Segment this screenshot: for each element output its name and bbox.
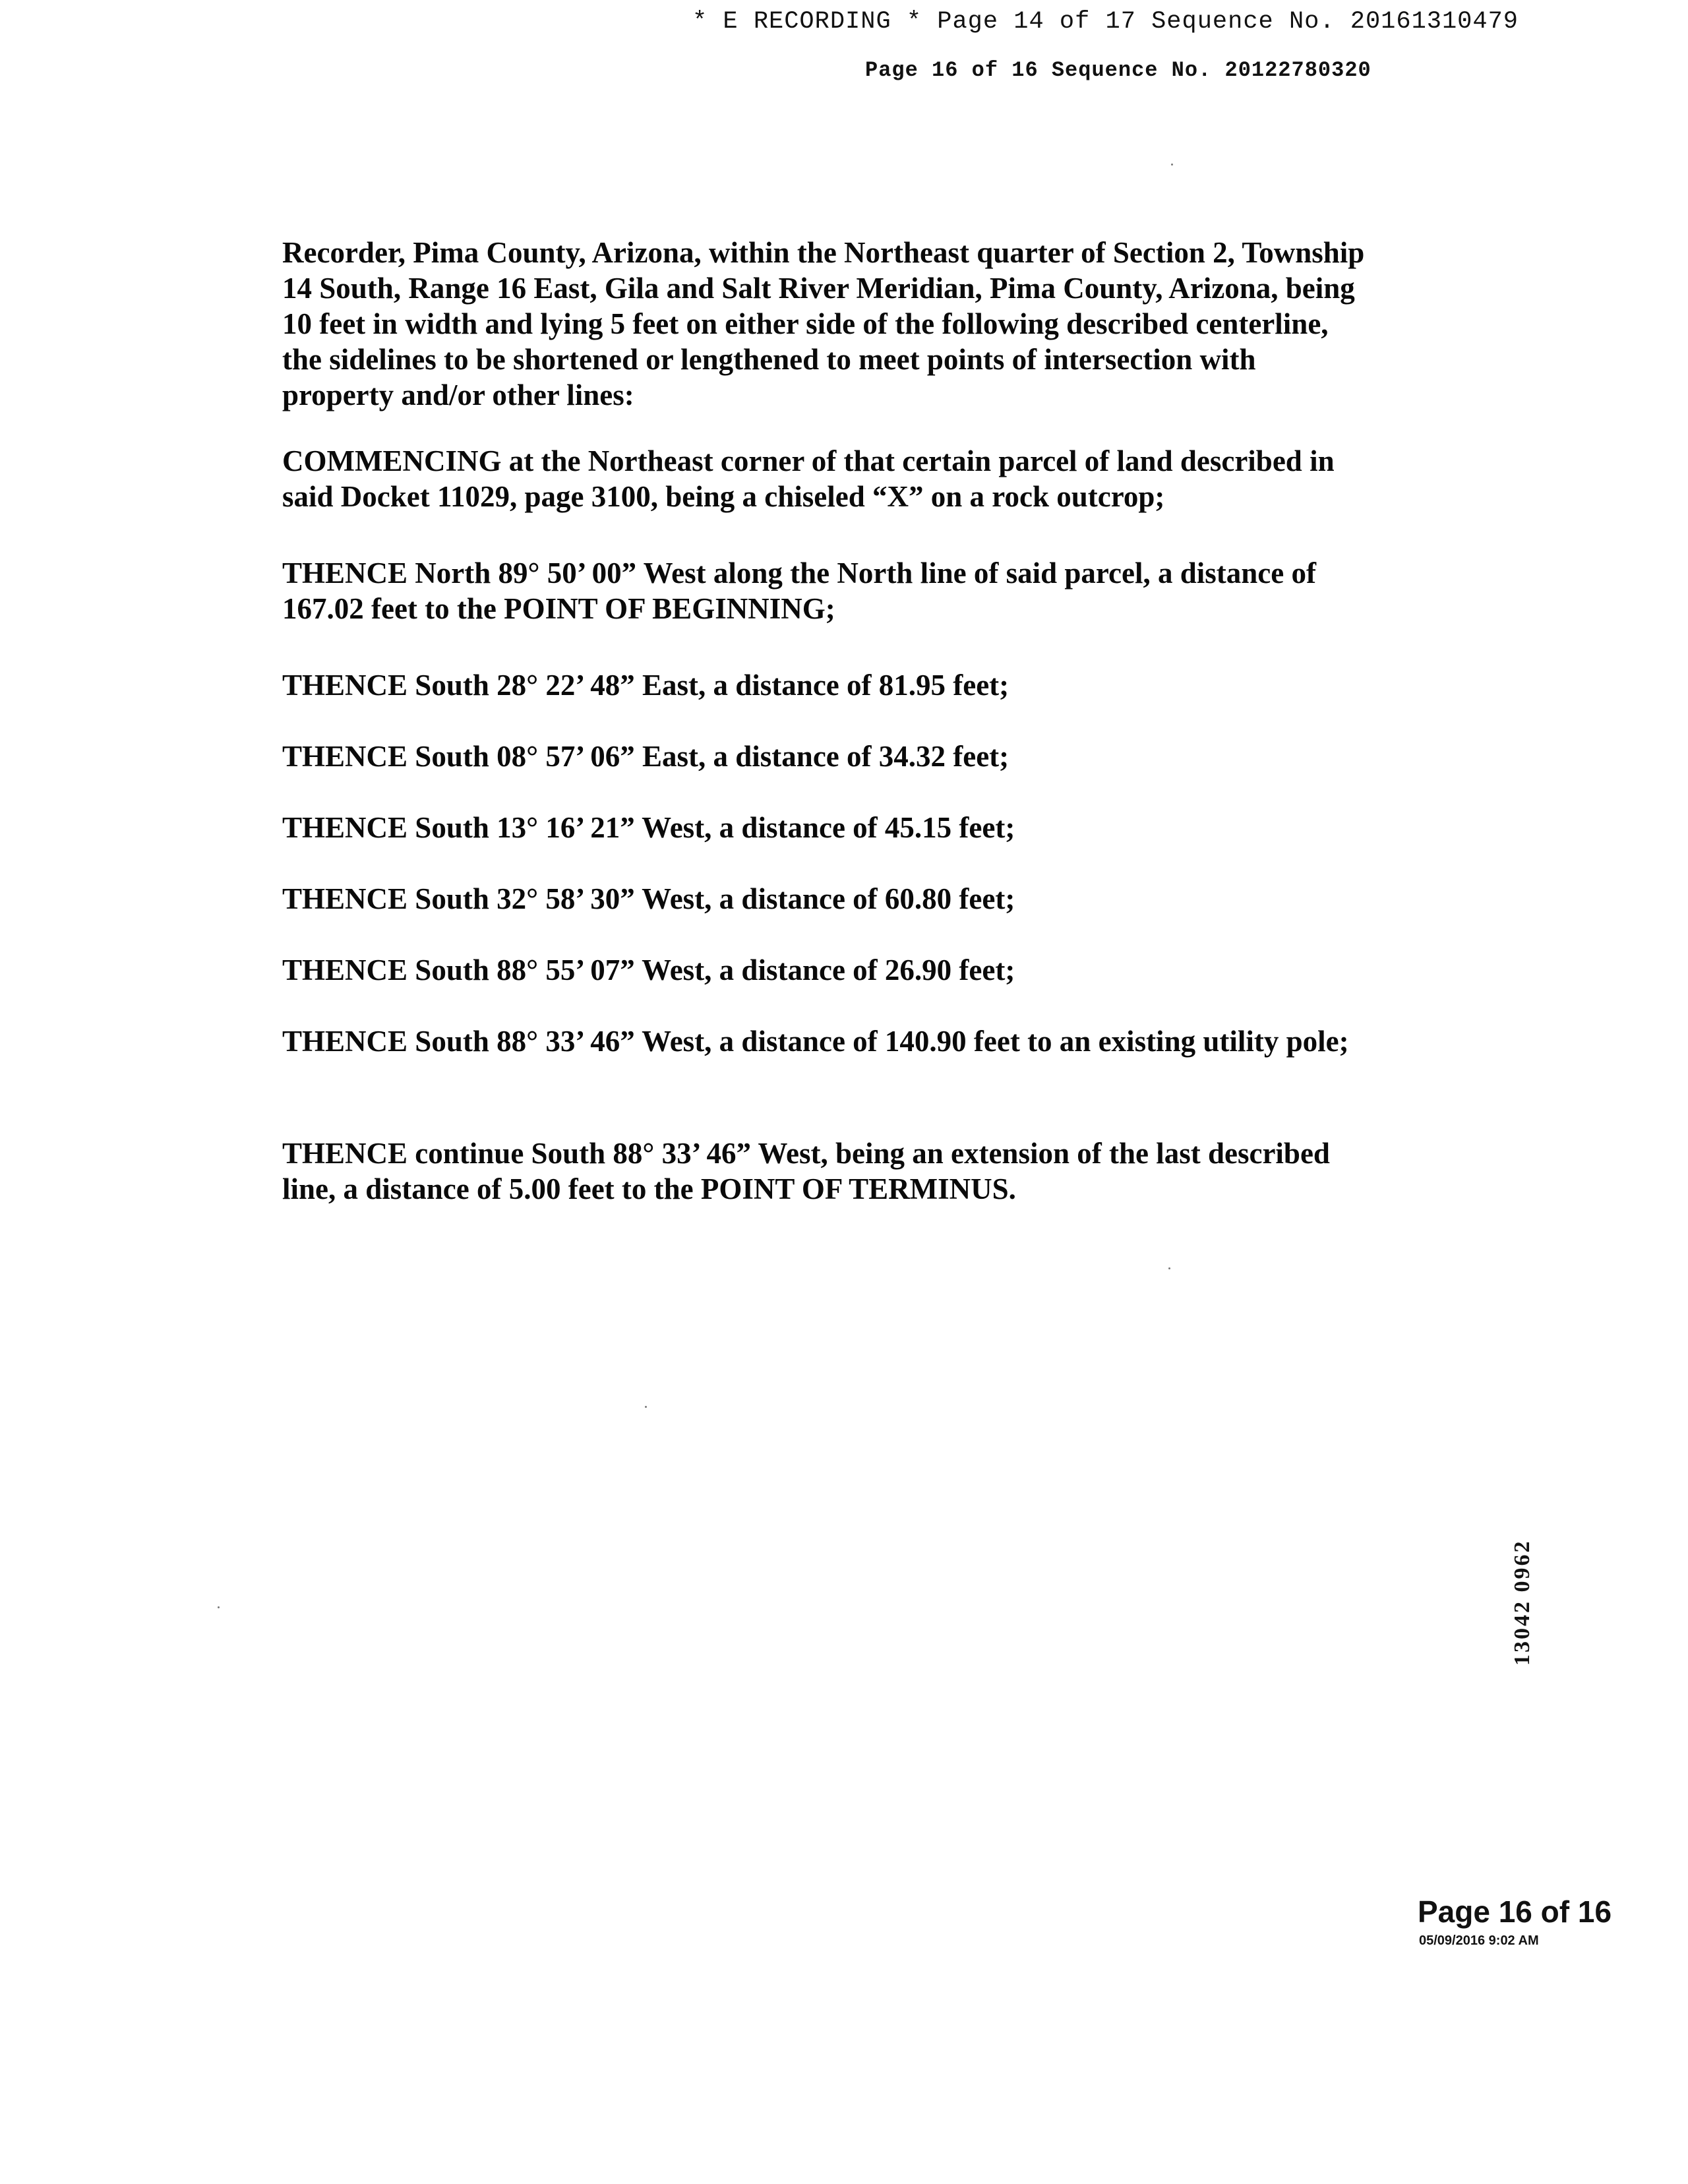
- course-paragraph: THENCE South 88° 55’ 07” West, a distance of 26.90 feet;: [282, 954, 1015, 986]
- terminus-paragraph: THENCE continue South 88° 33’ 46” West, being an extension of the last described line, a distance of 5.00 feet to the POINT OF TERMINUS.: [282, 1137, 1330, 1205]
- scan-speck: [218, 1606, 220, 1608]
- scan-speck: [1168, 1267, 1170, 1269]
- sequence-header: Page 16 of 16 Sequence No. 20122780320: [865, 58, 1372, 82]
- page-number: Page 16 of 16: [1418, 1895, 1612, 1929]
- course-paragraph: THENCE South 13° 16’ 21” West, a distance of 45.15 feet;: [282, 811, 1015, 844]
- docket-stamp: 13042 0962: [1510, 1539, 1534, 1666]
- thence-north-paragraph: THENCE North 89° 50’ 00” West along the North line of said parcel, a distance of 167.02 feet to the POINT OF BEGINNING;: [282, 557, 1316, 625]
- intro-paragraph: Recorder, Pima County, Arizona, within the Northeast quarter of Section 2, Township 14 South, Range 16 East, Gila and Salt River Meridian, Pima County, Arizona, being 10 feet in width and lying 5 feet on either side of the following described centerline, the sidelines to be shortened or lengthened to meet points of intersection with property and/or other lines:: [282, 236, 1365, 411]
- course-paragraph: THENCE South 08° 57’ 06” East, a distance of 34.32 feet;: [282, 740, 1010, 773]
- scan-speck: [1171, 164, 1173, 166]
- course-paragraph: THENCE South 28° 22’ 48” East, a distance of 81.95 feet;: [282, 669, 1010, 702]
- scan-speck: [645, 1406, 647, 1408]
- course-paragraph: THENCE South 32° 58’ 30” West, a distance of 60.80 feet;: [282, 882, 1015, 915]
- recording-header: * E RECORDING * Page 14 of 17 Sequence No. 20161310479: [692, 8, 1519, 36]
- commencing-paragraph: COMMENCING at the Northeast corner of that certain parcel of land described in said Docket 11029, page 3100, being a chiseled “X” on a rock outcrop;: [282, 444, 1335, 513]
- recording-timestamp: 05/09/2016 9:02 AM: [1419, 1933, 1539, 1948]
- course-paragraph: THENCE South 88° 33’ 46” West, a distance of 140.90 feet to an existing utility pole;: [282, 1025, 1349, 1058]
